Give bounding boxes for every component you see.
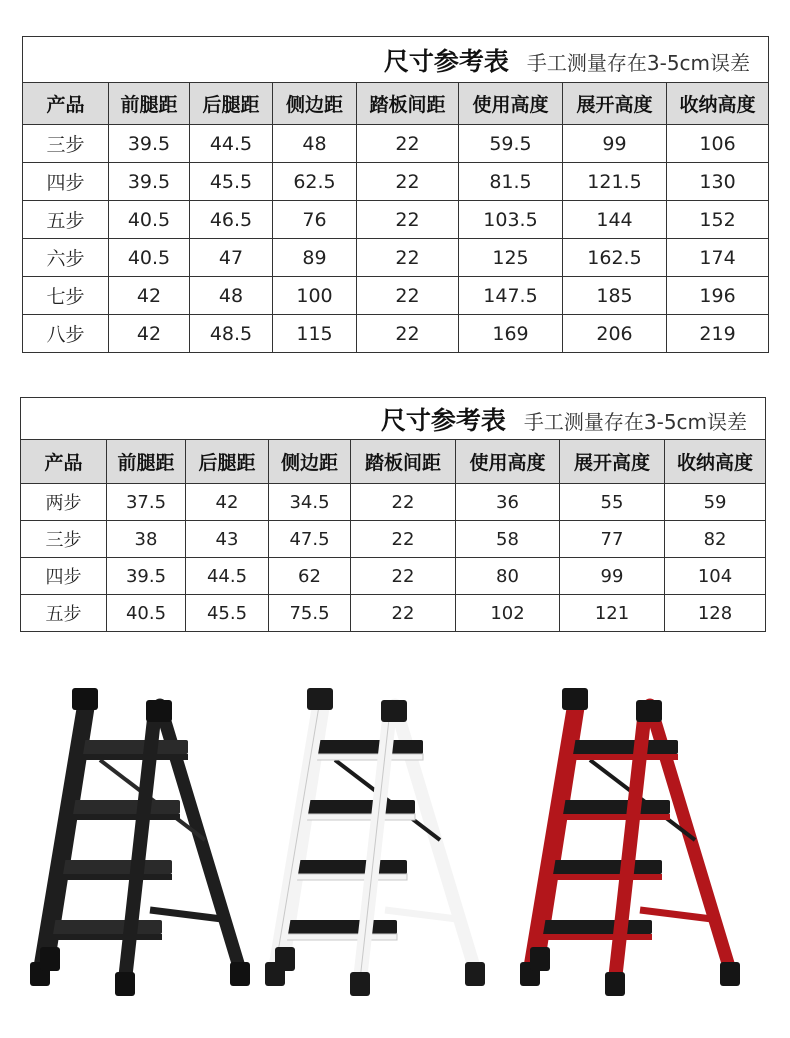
top-cap: [72, 688, 98, 710]
table-row: [23, 201, 769, 239]
value-cell: 206: [563, 315, 667, 353]
value-cell: 22: [357, 239, 459, 277]
table-title: 尺寸参考表: [383, 46, 509, 76]
step-front-edge: [78, 754, 188, 760]
value-cell: 22: [357, 315, 459, 353]
black-ladder-image: [30, 670, 270, 1020]
ladder-step: [281, 920, 397, 934]
white-ladder-image: [265, 670, 505, 1020]
header-cell: 展开高度: [560, 440, 665, 484]
header-cell: 侧边距: [273, 83, 357, 125]
value-cell: 75.5: [269, 595, 351, 632]
top-cap: [307, 688, 333, 710]
step-front-edge: [281, 934, 397, 940]
ladder-step: [293, 860, 407, 874]
table-title-cell: [23, 37, 769, 83]
ladder-step: [558, 800, 670, 814]
value-cell: 45.5: [186, 595, 269, 632]
header-cell: 产品: [21, 440, 107, 484]
ladder-step: [78, 740, 188, 754]
product-cell: 三步: [21, 521, 107, 558]
header-cell: 使用高度: [459, 83, 563, 125]
value-cell: 42: [109, 315, 190, 353]
value-cell: 38: [107, 521, 186, 558]
value-cell: 62: [269, 558, 351, 595]
value-cell: 39.5: [109, 125, 190, 163]
table-header-row: [21, 440, 766, 484]
value-cell: 196: [667, 277, 769, 315]
table-row: [23, 125, 769, 163]
ladder-step: [313, 740, 423, 754]
value-cell: 76: [273, 201, 357, 239]
foot-cap: [350, 972, 370, 996]
header-cell: 后腿距: [186, 440, 269, 484]
value-cell: 22: [351, 595, 456, 632]
table-title: 尺寸参考表: [380, 405, 506, 435]
foot-cap: [605, 972, 625, 996]
value-cell: 219: [667, 315, 769, 353]
table-title-cell: [21, 398, 766, 440]
header-cell: 侧边距: [269, 440, 351, 484]
top-cap: [562, 688, 588, 710]
product-cell: 六步: [23, 239, 109, 277]
value-cell: 185: [563, 277, 667, 315]
value-cell: 22: [351, 558, 456, 595]
ladder-step: [568, 740, 678, 754]
value-cell: 162.5: [563, 239, 667, 277]
product-cell: 三步: [23, 125, 109, 163]
value-cell: 99: [560, 558, 665, 595]
top-cap: [636, 700, 662, 722]
ladder-step: [548, 860, 662, 874]
product-cell: 八步: [23, 315, 109, 353]
header-cell: 踏板间距: [351, 440, 456, 484]
table-row: [21, 521, 766, 558]
value-cell: 125: [459, 239, 563, 277]
header-cell: 产品: [23, 83, 109, 125]
value-cell: 55: [560, 484, 665, 521]
header-cell: 后腿距: [190, 83, 273, 125]
ladder-step: [303, 800, 415, 814]
value-cell: 47: [190, 239, 273, 277]
value-cell: 59.5: [459, 125, 563, 163]
foot-cap: [465, 962, 485, 986]
value-cell: 47.5: [269, 521, 351, 558]
value-cell: 121.5: [563, 163, 667, 201]
header-cell: 展开高度: [563, 83, 667, 125]
header-cell: 踏板间距: [357, 83, 459, 125]
table-row: [23, 163, 769, 201]
product-cell: 七步: [23, 277, 109, 315]
product-cell: 四步: [21, 558, 107, 595]
value-cell: 152: [667, 201, 769, 239]
product-cell: 五步: [21, 595, 107, 632]
table-row: [21, 595, 766, 632]
value-cell: 46.5: [190, 201, 273, 239]
value-cell: 80: [456, 558, 560, 595]
table-title-row: [21, 398, 766, 440]
table-row: [23, 239, 769, 277]
value-cell: 99: [563, 125, 667, 163]
value-cell: 45.5: [190, 163, 273, 201]
header-cell: 使用高度: [456, 440, 560, 484]
value-cell: 42: [186, 484, 269, 521]
header-cell: 前腿距: [107, 440, 186, 484]
table-row: [21, 558, 766, 595]
value-cell: 40.5: [107, 595, 186, 632]
product-cell: 五步: [23, 201, 109, 239]
top-cap: [381, 700, 407, 722]
ladder-step: [58, 860, 172, 874]
ladder-step: [46, 920, 162, 934]
value-cell: 121: [560, 595, 665, 632]
table-note: 手工测量存在3-5cm误差: [526, 50, 751, 75]
value-cell: 22: [357, 277, 459, 315]
value-cell: 103.5: [459, 201, 563, 239]
step-front-edge: [68, 814, 180, 820]
value-cell: 48.5: [190, 315, 273, 353]
foot-cap: [530, 947, 550, 971]
step-front-edge: [558, 814, 670, 820]
ladder-step: [68, 800, 180, 814]
table-header-row: [23, 83, 769, 125]
value-cell: 169: [459, 315, 563, 353]
table-note: 手工测量存在3-5cm误差: [523, 409, 748, 434]
table-row: [23, 277, 769, 315]
value-cell: 42: [109, 277, 190, 315]
value-cell: 147.5: [459, 277, 563, 315]
ladder-step: [536, 920, 652, 934]
value-cell: 22: [357, 163, 459, 201]
foot-cap: [720, 962, 740, 986]
value-cell: 81.5: [459, 163, 563, 201]
step-front-edge: [536, 934, 652, 940]
value-cell: 22: [351, 484, 456, 521]
table-row: [23, 315, 769, 353]
value-cell: 100: [273, 277, 357, 315]
value-cell: 106: [667, 125, 769, 163]
foot-cap: [115, 972, 135, 996]
value-cell: 43: [186, 521, 269, 558]
product-cell: 两步: [21, 484, 107, 521]
red-ladder-image: [520, 670, 760, 1020]
step-front-edge: [293, 874, 407, 880]
value-cell: 89: [273, 239, 357, 277]
foot-cap: [275, 947, 295, 971]
value-cell: 174: [667, 239, 769, 277]
value-cell: 58: [456, 521, 560, 558]
step-front-edge: [58, 874, 172, 880]
value-cell: 44.5: [190, 125, 273, 163]
step-front-edge: [46, 934, 162, 940]
table-row: [21, 484, 766, 521]
header-cell: 前腿距: [109, 83, 190, 125]
table-title-row: [23, 37, 769, 83]
value-cell: 22: [357, 201, 459, 239]
value-cell: 37.5: [107, 484, 186, 521]
value-cell: 48: [190, 277, 273, 315]
value-cell: 82: [665, 521, 766, 558]
value-cell: 36: [456, 484, 560, 521]
foot-cap: [230, 962, 250, 986]
size-reference-table-1: [22, 36, 769, 353]
size-reference-table-2: [20, 397, 766, 632]
step-front-edge: [548, 874, 662, 880]
value-cell: 115: [273, 315, 357, 353]
value-cell: 62.5: [273, 163, 357, 201]
value-cell: 59: [665, 484, 766, 521]
value-cell: 40.5: [109, 239, 190, 277]
value-cell: 39.5: [109, 163, 190, 201]
value-cell: 48: [273, 125, 357, 163]
value-cell: 34.5: [269, 484, 351, 521]
value-cell: 77: [560, 521, 665, 558]
step-front-edge: [313, 754, 423, 760]
value-cell: 22: [357, 125, 459, 163]
step-front-edge: [303, 814, 415, 820]
value-cell: 102: [456, 595, 560, 632]
value-cell: 104: [665, 558, 766, 595]
header-cell: 收纳高度: [667, 83, 769, 125]
header-cell: 收纳高度: [665, 440, 766, 484]
top-cap: [146, 700, 172, 722]
step-front-edge: [568, 754, 678, 760]
value-cell: 130: [667, 163, 769, 201]
value-cell: 22: [351, 521, 456, 558]
value-cell: 44.5: [186, 558, 269, 595]
value-cell: 144: [563, 201, 667, 239]
product-cell: 四步: [23, 163, 109, 201]
value-cell: 40.5: [109, 201, 190, 239]
value-cell: 39.5: [107, 558, 186, 595]
value-cell: 128: [665, 595, 766, 632]
foot-cap: [40, 947, 60, 971]
